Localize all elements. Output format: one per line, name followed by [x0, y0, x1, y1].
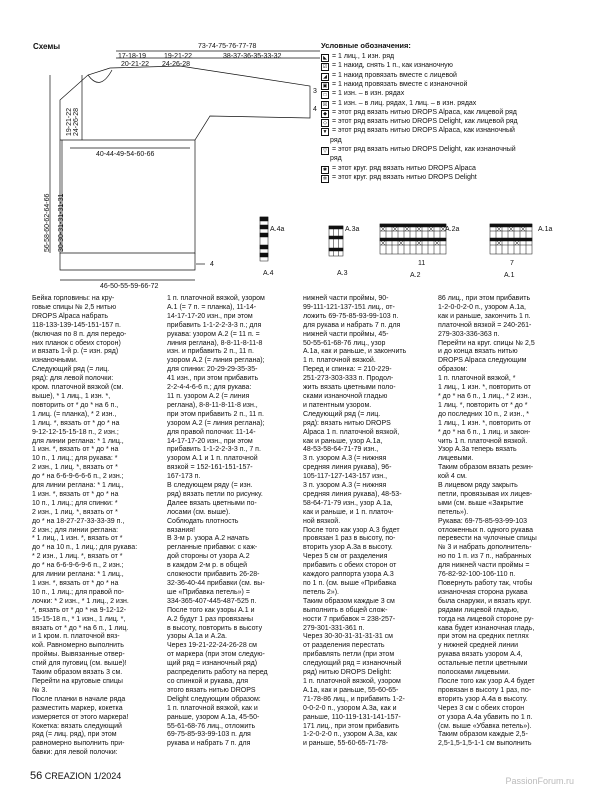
- total-length: 56-58-60-62-64-66: [44, 193, 51, 252]
- legend-symbol-icon: ☒: [322, 101, 328, 108]
- chart-a2a-label: A.2a: [445, 226, 460, 233]
- legend-symbol-icon: ▽: [321, 147, 329, 155]
- legend-text: = этот круг. ряд вязать нитью DROPS Delight: [332, 173, 477, 181]
- yoke-small-a: 3: [313, 88, 317, 95]
- legend-text: ряд: [330, 155, 342, 163]
- legend-item: [321, 81, 467, 90]
- legend-symbol-icon: ▼: [322, 129, 328, 136]
- legend-item: [321, 155, 342, 163]
- sleeve-length: 38-37-36-35-33-32: [223, 53, 282, 60]
- page-footer: [30, 770, 121, 782]
- chest-measure: 40-44-49-54-60-66: [96, 151, 155, 158]
- chart-a4: [258, 215, 285, 265]
- legend-symbol-icon: [321, 137, 327, 143]
- chart-a2-count: 11: [418, 260, 426, 267]
- chart-a4a-label: A.4a: [270, 226, 285, 233]
- legend-text: ряд: [330, 136, 342, 144]
- legend-symbol-icon: [321, 155, 327, 161]
- legend-symbol-icon: ✲: [322, 175, 328, 182]
- legend-symbol-icon: ◇: [321, 119, 329, 127]
- legend-text: = 1 накид провязать вместе с лицевой: [332, 71, 457, 79]
- legend-symbol-icon: ◆: [321, 110, 329, 118]
- legend-item: [321, 146, 516, 155]
- chart-a1-count: 7: [510, 260, 514, 267]
- neck-mid-a: 19-21-22: [164, 53, 193, 60]
- legend-text: = 1 накид провязать вместе с изнаночной: [332, 80, 468, 88]
- legend-text: = 1 изн. – в изн. рядах: [332, 90, 405, 98]
- legend-item: [321, 127, 515, 136]
- legend-title: Условные обозначения:: [321, 41, 411, 50]
- schemes-title: Схемы: [33, 42, 61, 51]
- legend-symbol-icon: ▣: [322, 82, 328, 89]
- legend-item: [321, 165, 476, 174]
- legend-text: = этот ряд вязать нитью DROPS Delight, как лицевой ряд: [332, 118, 518, 126]
- chart-a4-label: A.4: [263, 270, 274, 277]
- legend-item: [321, 174, 477, 183]
- text-column-4: 86 лиц., при этом прибавить 1-2-0-0-2-0 п., узором А.1а, как и раньше, закончить 1 п. платочной вязкой = 240-261- 279-303-336-363 п. Перейти на круг. спицы № 2,5 и до конца вязать нитью DROPS Alpaca следующим образом: 1 п. платочной вязкой, * 1 лиц., 1 изн. *, повторить от * до * на 6 п., 1 лиц., * 2 изн., 1 лиц. *, повторить от * до * до последних 10 п., 2 изн., * 1 лиц., 1 изн. *, повторить от * до * на 6 п., 1 лиц. и закон- чить 1 п. платочной вязкой. Узор А.3а теперь вязать лицевыми. Таким образом вязать резин- кой 4 см. В лицевом ряду закрыть петли, провязывая их лицев- ыми (см. выше «Закрытие петель»). Рукава: 69-75-85-93-99-103 отложенных п. одного рукава перевести на чулочные спицы № 3 и набрать дополнитель- но по 1 п. из 7 п., набранных для нижней части проймы = 76-82-92-100-106-110 п. Повернуть работу так, чтобы изнаночная сторона рукава была снаружи, и вязать круг. рядами лицевой гладью, тогда на лицевой стороне ру- кава будет изнаночная гладь, при этом на средних петлях у нижней средней линии рукава вязать узором А.4, остальные петли цветными полосками лицевыми. После того как узор А.4 будет провязан в высоту 1 раз, по- вторить узор А.4а в высоту. Через 3 см с обеих сторон от узора А.4а убавить по 1 п. (см. выше «Убавка петель»). Таким образом каждые 2,5- 2,5-1,5-1,5-1-1 см выполнить: [438, 295, 537, 748]
- text-column-2: 1 п. платочной вязкой, узором А.1 (= 7 п. = планка), 11-14- 14-17-17-20 изн., при этом прибавить 1-1-2-2-3-3 п.; для рукава: узором А.2 (= 11 п. = линия реглана), 8-8-11-8-11-8 изн. и прибавить 2 п., 11 п. узором А.2 (= линия реглана); для спинки: 20-29-29-35-35- 41 изн., при этом прибавить 2-2-4-4-6-6 п.; для рукава: 11 п. узором А.2 (= линия реглана), 8-8-11-8-11-8 изн., при этом прибавить 2 п., 11 п. узором А.2 (= линия реглана); для правой полочки: 11-14- 14-17-17-20 изн., при этом прибавить 1-1-2-2-3-3 п., 7 п. узором А.1 и 1 п. платочной вязкой = 152-161-151-157- 167-173 п. В следующем ряду (= изн. ряд) вязать петли по рисунку. Далее вязать цветными по- лосами (см. выше). Соблюдать плотность вязания! В 3-м р. узора А.2 начать регланные прибавки: с каж- дой стороны от узора А.2 в каждом 2-м р. в общей сложности прибавить 26-28- 32-36-40-44 прибавки (см. вы- ше «Прибавка петель») = 334-365-407-445-487-525 п. После того как узоры А.1 и А.2 будут 1 раз провязаны в высоту, повторить в высоту узоры А.1а и А.2а. Через 19-21-22-24-26-28 см от маркера (при этом следую- щий ряд = изнаночный ряд) распределить работу на перед со спинкой и рукава, для этого вязать нитью DROPS Delight следующим образом: 1 п. платочной вязкой, как и раньше, узором А.1а, 45-50- 55-61-68-76 лиц., отложить 69-75-85-93-99-103 п. для рукава и набрать 7 п. для: [167, 295, 268, 748]
- legend-text: = этот ряд вязать нитью DROPS Alpaca, как изнаночный: [332, 127, 515, 135]
- chart-a2-label: A.2: [410, 272, 421, 279]
- text-column-1: Бейка горловины: на кру- говые спицы № 2,5 нитью DROPS Alpaca набрать 118-133-139-145-151-157 п. (включая по 8 п. для передо- них планок с обеих сторон) и вязать 1-й р. (= изн. ряд) изнаночными. Следующий ряд (= лиц. ряд): для левой полочки: кром. платочной вязкой (см. выше), * 1 лиц., 1 изн. *, повторить от * до * на 6 п., 1 лиц. (= планка), * 2 изн., 1 лиц. *, вязать от * до * на 9-12-12-15-15-18 п., 2 изн.; для линии реглана: * 1 лиц., 1 изн. *, вязать от * до * на 10 п., 1 лиц.; для рукава: * 2 изн., 1 лиц. *, вязать от * до * на 6-6-9-6-6-6 п., 2 изн.; для линии реглана: * 1 лиц., 1 изн. *, вязать от * до * на 10 п., 1 лиц.; для спинки: * 2 изн., 1 лиц. *, вязать от * до * на 18-27-27-33-33-39 п., 2 изн.; для линии реглана: * 1 лиц., 1 изн. *, вязать от * до * на 10 п., 1 лиц.; для рукава: * 2 изн., 1 лиц. *, вязать от * до * на 6-6-9-6-9-6 п., 2 изн.; для линии реглана: * 1 лиц., 1 изн. *, вязать от * до * на 10 п., 1 лиц.; для правой по- лочки: * 2 изн., * 1 лиц., 2 изн. *, вязать от * до * на 9-12-12- 15-15-18 п., * 1 изн., 1 лиц. *, вязать от * до * на 6 п., 1 лиц. и 1 кром. п. платочной вяз- кой. Равномерно выполнить проймы. Вывязанные отвер- стий для пуговиц (см. выше)! Таким образом вязать 3 см. Перейти на круговые спицы № 3. После планки в начале ряда разместить маркер, кокетка измеряется от этого маркера! Кокетка: вязать следующий ряд (= лиц. ряд), при этом равномерно выполнить при- бавки: для левой полочки:: [32, 295, 138, 757]
- legend-symbol-icon: ☑: [322, 64, 328, 71]
- legend-text: = 1 накид, снять 1 п., как изнаночную: [332, 62, 453, 70]
- magazine-name: CREAZION 1/2024: [44, 771, 122, 781]
- legend-symbol-icon: ✱: [322, 166, 328, 173]
- page-number: 56: [30, 770, 43, 782]
- yoke-small-b: 4: [313, 106, 317, 113]
- legend-symbol-icon: ◣: [321, 54, 329, 62]
- legend-item: [321, 90, 404, 99]
- neck-left-a: 17-18-19: [118, 53, 147, 60]
- top-measure: 73-74-75-76-77-78: [198, 43, 257, 50]
- legend-text: = 1 лиц., 1 изн. ряд: [332, 53, 395, 60]
- legend-item: [321, 137, 342, 145]
- chart-a1-label: A.1: [504, 272, 515, 279]
- legend-text: = этот круг. ряд вязать нитью DROPS Alpaca: [332, 164, 476, 172]
- yoke-left-a: 19-21-22: [66, 107, 73, 136]
- chart-a1a-label: A.1a: [538, 226, 553, 233]
- legend-item: [321, 100, 476, 109]
- cuff-measure: 4: [210, 261, 214, 268]
- legend-item: [321, 118, 518, 127]
- text-column-3: нижней части проймы, 90- 99-111-121-137-151 лиц., от- ложить 69-75-85-93-99-103 п. для рукава и набрать 7 п. для нижней части проймы, 45- 50-55-61-68-76 лиц., узор А.1а, как и раньше, и закончить 1 п. платочной вязкой. Перед и спинка: = 210-229- 251-273-303-333 п. Продол- жить вязать цветными поло- сками изнаночной гладью и патентным узором. Следующий ряд (= лиц. ряд): вязать нитью DROPS Alpaca 1 п. платочной вязкой, как и раньше, узор А.1а, 48-53-58-64-71-79 изн., 3 п. узором А.3 (= нижняя средняя линия рукава), 96- 105-117-127-143-157 изн., 3 п. узором А.3 (= нижняя средняя линия рукава), 48-53- 58-64-71-79 изн., узор А.1а, как и раньше, и 1 п. платоч- ной вязкой. После того как узор А.3 будет провязан 1 раз в высоту, по- вторить узор А.3а в высоту. Через 5 см от разделения прибавить с обеих сторон от каждого раппорта узора А.3 по 1 п. (см. выше «Прибавка петель 2»). Таким образом каждые 3 см выполнить в общей слож- ности 7 прибавок = 238-257- 279-301-331-361 п. Через 30-30-31-31-31-31 см от разделения перестать прибавлять петли (при этом следующий ряд = изнаночный ряд) нитью DROPS Delight: 1 п. платочной вязкой, узором А.1а, как и раньше, 55-60-65- 71-78-86 лиц., и прибавить 1-2- 0-0-2-0 п., узором А.3а, как и раньше, 110-119-131-141-157- 171 лиц., при этом прибавить 1-2-0-2-0 п., узором А.3а, как и раньше, 55-60-65-71-78-: [303, 295, 407, 748]
- legend-text: = этот ряд вязать нитью DROPS Alpaca, как лицевой ряд: [332, 108, 517, 116]
- legend-item: [321, 109, 517, 118]
- bottom-measure: 46-50-55-59-66-72: [100, 283, 159, 290]
- neck-left-b: 20-21-22: [121, 61, 150, 68]
- chart-a3a-label: A.3a: [345, 226, 360, 233]
- yoke-left-b: 24-26-28: [73, 107, 80, 136]
- chart-a3-label: A.3: [337, 270, 348, 277]
- legend-text: = этот ряд вязать нитью DROPS Delight, как изнаночный: [332, 146, 516, 153]
- legend-symbol-icon: ◢: [321, 73, 329, 81]
- legend-symbol-icon: □: [321, 91, 329, 99]
- legend-item: [321, 72, 457, 81]
- legend-item: [321, 53, 394, 62]
- neck-mid-b: 24-26-28: [162, 61, 191, 68]
- legend-text: = 1 изн. – в лиц. рядах, 1 лиц. – в изн. рядах: [332, 99, 477, 107]
- chart-a2: [378, 222, 488, 264]
- chart-a1: [488, 222, 568, 264]
- body-height: 30-30-31-31-31-31: [58, 193, 65, 252]
- watermark: PassionForum.ru: [505, 776, 574, 786]
- legend-item: [321, 62, 453, 71]
